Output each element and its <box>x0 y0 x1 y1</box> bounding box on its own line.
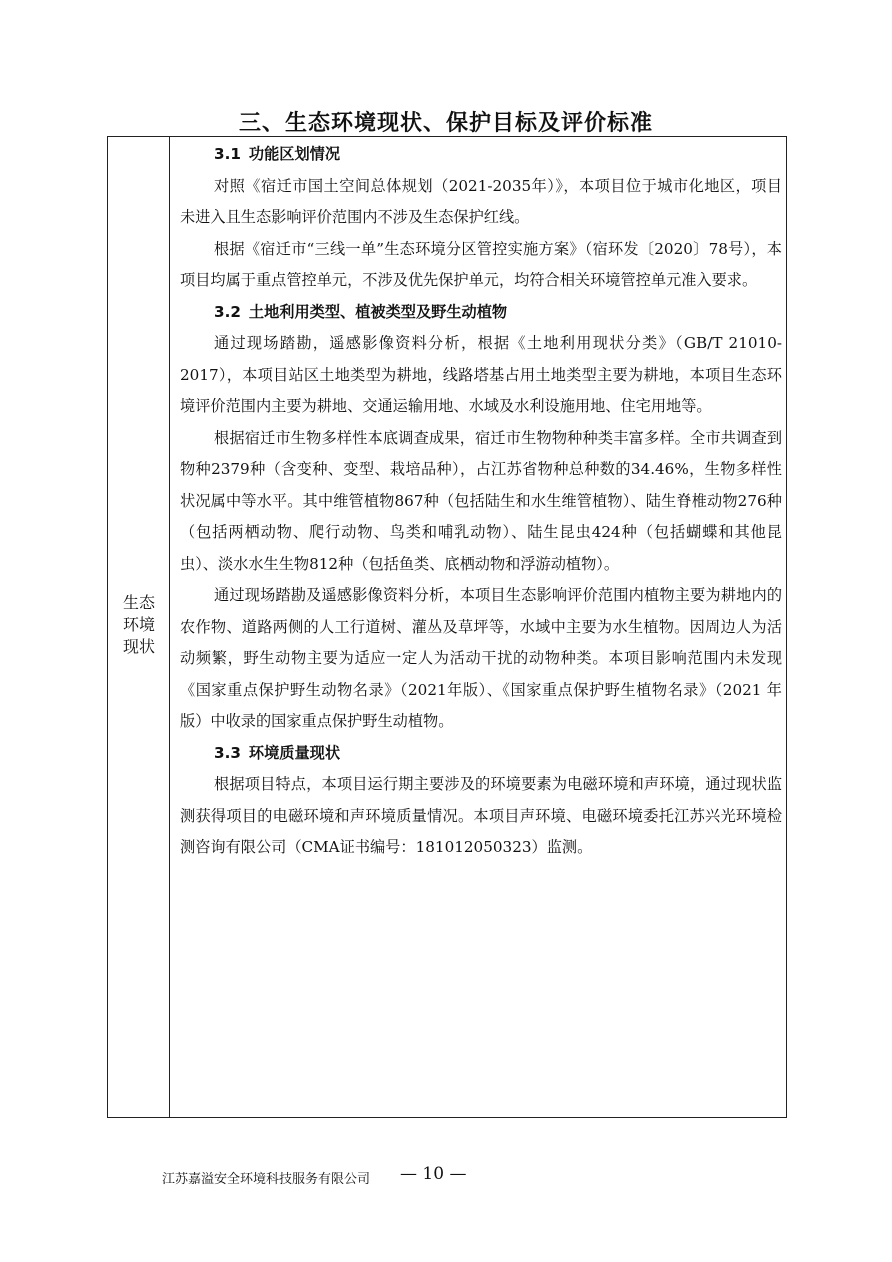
content-cell <box>180 139 782 864</box>
paragraph: 通过现场踏勘及遥感影像资料分析，本项目生态影响评价范围内植物主要为耕地内的农作物、道路两侧的人工行道树、灌丛及草坪等，水域中主要为水生植物。因周边人为活动频繁，野生动物主要为适应一定人为活动干扰的动物种类。本项目影响范围内未发现《国家重点保护野生动物名录》（2021年版）、《国家重点保护野生植物名录》（2021 年版）中收录的国家重点保护野生动植物。 <box>180 586 782 730</box>
section-heading <box>180 139 782 171</box>
section-title: 环境质量现状 <box>248 743 341 762</box>
section-number: 3.1 <box>214 145 241 163</box>
section-heading <box>180 738 782 770</box>
section-number: 3.2 <box>214 302 241 321</box>
section-title: 功能区划情况 <box>248 145 341 163</box>
section-number: 3.3 <box>214 743 241 762</box>
paragraph: 通过现场踏勘，遥感影像资料分析，根据《土地利用现状分类》（GB/T 21010-2017），本项目站区土地类型为耕地，线路塔基占用土地类型主要为耕地，本项目生态环境评价范围内主要为耕地、交通运输用地、水域及水利设施用地、住宅用地等。 <box>180 334 782 415</box>
row-label-cell <box>108 137 170 1117</box>
paragraph: 根据宿迁市生物多样性本底调查成果，宿迁市生物物种种类丰富多样。全市共调查到物种2379种（含变种、变型、栽培品种），占江苏省物种总种数的34.46%，生物多样性状况属中等水平。其中维管植物867种（包括陆生和水生维管植物）、陆生脊椎动物276种（包括两栖动物、爬行动物、鸟类和哺乳动物）、陆生昆虫424种（包括蝴蝶和其他昆虫）、淡水水生生物812种（包括鱼类、底栖动物和浮游动植物）。 <box>180 428 782 573</box>
row-label: 生态环境现状 <box>122 593 155 656</box>
page-title: 三、生态环境现状、保护目标及评价标准 <box>238 111 653 136</box>
paragraph: 根据项目特点，本项目运行期主要涉及的环境要素为电磁环境和声环境，通过现状监测获得项目的电磁环境和声环境质量情况。本项目声环境、电磁环境委托江苏兴光环境检测咨询有限公司（CMA证书编号：181012050323）监测。 <box>180 775 782 856</box>
footer-company: 江苏嘉溢安全环境科技服务有限公司 <box>162 1172 371 1187</box>
content-table <box>107 136 787 1118</box>
paragraph: 根据《宿迁市“三线一单”生态环境分区管控实施方案》（宿环发〔2020〕78号），本项目均属于重点管控单元，不涉及优先保护单元，均符合相关环境管控单元准入要求。 <box>180 239 782 289</box>
paragraph: 对照《宿迁市国土空间总体规划（2021-2035年）》，本项目位于城市化地区，项目未进入且生态影响评价范围内不涉及生态保护红线。 <box>180 176 782 226</box>
section-title: 土地利用类型、植被类型及野生动植物 <box>248 302 508 321</box>
page-number: — 10 — <box>400 1164 467 1184</box>
page-footer <box>0 1164 892 1194</box>
section-heading <box>180 297 782 329</box>
